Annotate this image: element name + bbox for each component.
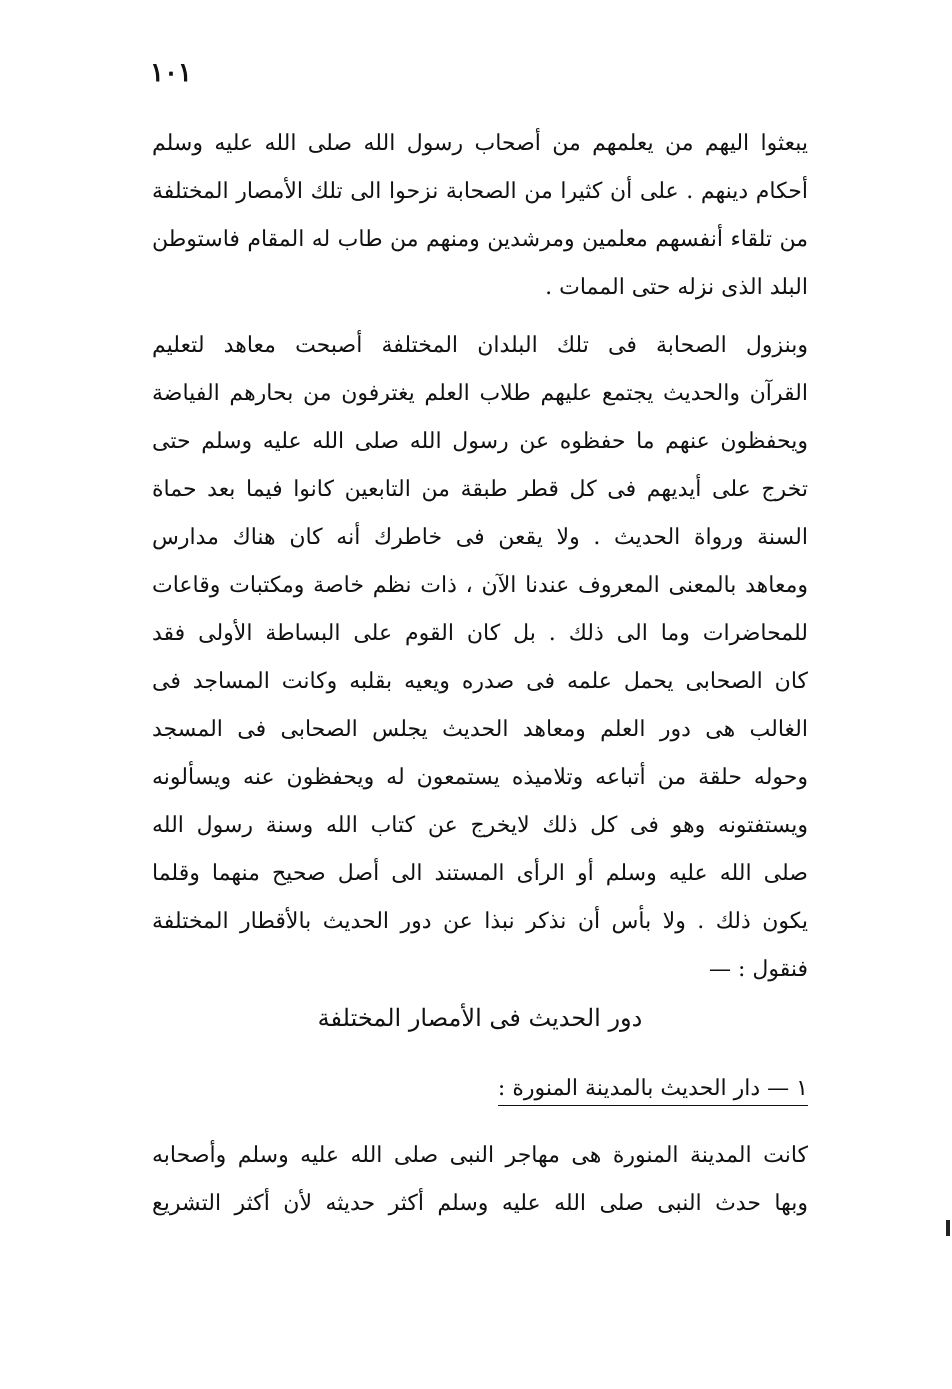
text-line: فنقول : — (708, 957, 808, 982)
text-line: البلد الذى نزله حتى الممات . (545, 275, 808, 300)
text-line: كانت المدينة المنورة هى مهاجر النبى صلى الله عليه وسلم وأصحابه (152, 1143, 808, 1168)
text-line: للمحاضرات وما الى ذلك . بل كان القوم على البساطة الأولى فقد (152, 621, 808, 646)
text-line: ويحفظون عنهم ما حفظوه عن رسول الله صلى الله عليه وسلم حتى (152, 429, 808, 454)
text-line: ويستفتونه وهو فى كل ذلك لايخرج عن كتاب الله وسنة رسول الله (152, 813, 808, 838)
text-line: وبها حدث النبى صلى الله عليه وسلم أكثر حديثه لأن أكثر التشريع (152, 1191, 808, 1216)
scan-edge-mark (946, 1220, 950, 1236)
text-line: كان الصحابى يحمل علمه فى صدره ويعيه بقلبه وكانت المساجد فى (152, 669, 808, 694)
text-line: السنة ورواة الحديث . ولا يقعن فى خاطرك أنه كان هناك مدارس (152, 525, 808, 550)
section-heading: دور الحديث فى الأمصار المختلفة (317, 1004, 643, 1032)
paragraph-2 (152, 322, 808, 994)
text-line: من تلقاء أنفسهم معلمين ومرشدين ومنهم من طاب له المقام فاستوطن (152, 227, 808, 252)
text-line: يكون ذلك . ولا بأس أن نذكر نبذا عن دور الحديث بالأقطار المختلفة (152, 909, 808, 934)
text-line: القرآن والحديث يجتمع عليهم طلاب العلم يغترفون من بحارهم الفياضة (152, 381, 808, 406)
text-line: ومعاهد بالمعنى المعروف عندنا الآن ، ذات نظم خاصة ومكتبات وقاعات (152, 573, 808, 598)
page-number: ١٠١ (150, 58, 192, 88)
text-line: الغالب هى دور العلم ومعاهد الحديث يجلس الصحابى فى المسجد (152, 717, 808, 742)
text-line: صلى الله عليه وسلم أو الرأى المستند الى أصل صحيح منهما وقلما (152, 861, 808, 886)
paragraph-1 (152, 120, 808, 312)
text-line: تخرج على أيديهم فى كل قطر طبقة من التابعين كانوا فيما بعد حماة (152, 477, 808, 502)
text-line: أحكام دينهم . على أن كثيرا من الصحابة نزحوا الى تلك الأمصار المختلفة (152, 179, 808, 204)
text-line: وحوله حلقة من أتباعه وتلاميذه يستمعون له ويحفظون عنه ويسألونه (152, 765, 808, 790)
paragraph-3 (152, 1132, 808, 1228)
subsection-heading: ١ — دار الحديث بالمدينة المنورة : (498, 1076, 808, 1106)
text-line: يبعثوا اليهم من يعلمهم من أصحاب رسول الله صلى الله عليه وسلم (152, 131, 808, 156)
text-line: وبنزول الصحابة فى تلك البلدان المختلفة أصبحت معاهد لتعليم (152, 333, 808, 358)
